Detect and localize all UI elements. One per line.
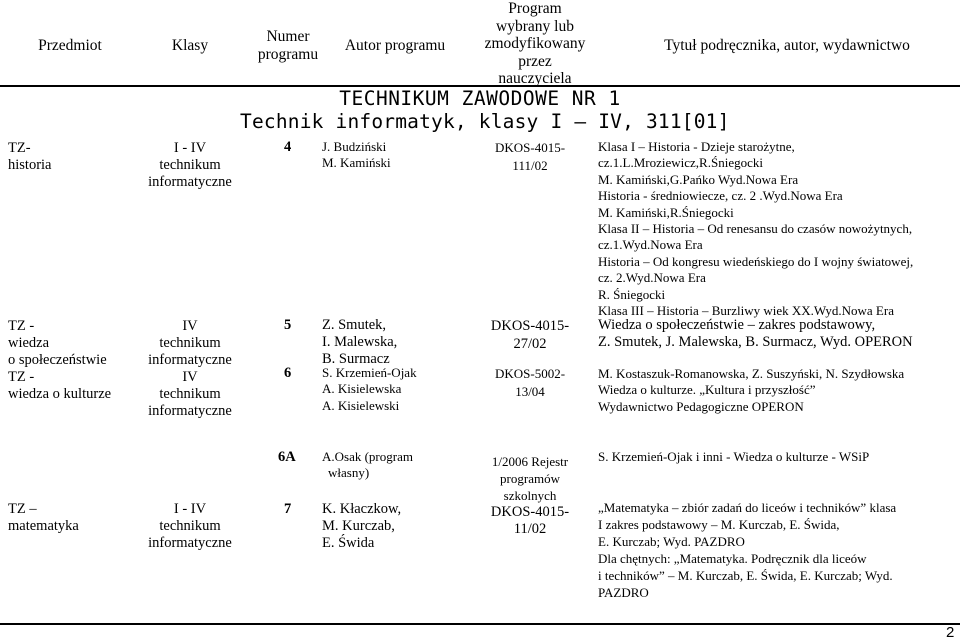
- authors-historia: [322, 139, 467, 172]
- book-line: Wiedza o kulturze. „Kultura i przyszłość”: [598, 382, 816, 398]
- book-line: M. Kamiński,R.Śniegocki: [598, 204, 734, 220]
- table-bottom-rule: [0, 623, 960, 625]
- book-line: Z. Smutek, J. Malewska, B. Surmacz, Wyd. OPERON: [598, 334, 913, 350]
- header-tytul-podrecznika: Tytuł podręcznika, autor, wydawnictwo: [664, 37, 910, 54]
- book-line: Wiedza o społeczeństwie – zakres podstawowy,: [598, 317, 876, 333]
- author-line: M. Kurczab,: [322, 518, 395, 534]
- classes-line: technikum: [159, 386, 221, 402]
- subject-line: historia: [8, 157, 52, 173]
- classes-historia: [130, 140, 250, 191]
- book-line: PAZDRO: [598, 585, 649, 600]
- author-line: A. Kisielewski: [322, 397, 400, 413]
- header-numer-programu: [248, 28, 328, 64]
- program-number-4: 4: [284, 139, 292, 155]
- subject-line: wiedza: [8, 335, 50, 351]
- program-code-line: 11/02: [513, 521, 547, 537]
- classes-line: informatyczne: [148, 352, 232, 368]
- page-number: 2: [946, 624, 955, 641]
- header-program-line2: wybrany lub: [496, 17, 574, 35]
- subject-line: TZ-: [8, 140, 31, 156]
- classes-line: informatyczne: [148, 535, 232, 551]
- classes-line: technikum: [159, 518, 221, 534]
- book-line: Klasa III – Historia – Burzliwy wiek XX.Wyd.Nowa Era: [598, 303, 894, 319]
- author-line: własny): [328, 465, 370, 481]
- book-line: M. Kostaszuk-Romanowska, Z. Suszyński, N. Szydłowska: [598, 366, 905, 381]
- author-line: B. Surmacz: [322, 351, 390, 367]
- book-line: Historia - średniowiecze, cz. 2 .Wyd.Nowa Era: [598, 188, 843, 204]
- authors-wok: [322, 365, 467, 414]
- author-line: M. Kamiński: [322, 155, 391, 171]
- program-code-line: DKOS-4015-: [494, 140, 566, 155]
- author-line: J. Budziński: [322, 139, 387, 154]
- subject-line: matematyka: [8, 518, 79, 534]
- subject-line: TZ -: [8, 369, 35, 385]
- program-code-line: szkolnych: [503, 488, 557, 503]
- program-code-line: DKOS-5002-: [494, 366, 566, 381]
- classes-line: technikum: [159, 335, 221, 351]
- books-matematyka: [598, 499, 958, 601]
- classes-line: technikum: [159, 157, 221, 173]
- author-line: Z. Smutek,: [322, 317, 387, 333]
- subject-historia: [8, 140, 128, 174]
- books-wos: [598, 317, 958, 351]
- book-line: I zakres podstawowy – M. Kurczab, E. Świda,: [598, 517, 840, 532]
- program-code-wos: [465, 317, 595, 353]
- book-line: cz.1.Wyd.Nowa Era: [598, 237, 703, 253]
- books-wok-wsip: S. Krzemień-Ojak i inni - Wiedza o kulturze - WSiP: [598, 449, 870, 464]
- header-klasy: Klasy: [171, 37, 209, 54]
- classes-line: informatyczne: [148, 174, 232, 190]
- subject-wos-wok: [8, 318, 138, 403]
- header-program-line1: Program: [508, 0, 562, 17]
- classes-line: IV: [182, 318, 198, 334]
- classes-matematyka: [130, 501, 250, 552]
- book-line: R. Śniegocki: [598, 286, 666, 302]
- program-code-line: programów: [500, 471, 560, 486]
- author-line: E. Świda: [322, 535, 375, 551]
- book-line: Dla chętnych: „Matematyka. Podręcznik dla liceów: [598, 551, 867, 566]
- author-line: I. Malewska,: [322, 334, 398, 350]
- book-line: „Matematyka – zbiór zadań do liceów i techników” klasa: [598, 500, 897, 515]
- header-autor-programu: Autor programu: [344, 37, 446, 54]
- books-historia: [598, 139, 958, 319]
- book-line: E. Kurczab; Wyd. PAZDRO: [598, 534, 745, 549]
- program-code-historia: [465, 139, 595, 175]
- authors-osak: [322, 449, 467, 482]
- classes-line: IV: [182, 369, 198, 385]
- book-line: cz. 2.Wyd.Nowa Era: [598, 270, 706, 286]
- book-line: M. Kamiński,G.Pańko Wyd.Nowa Era: [598, 171, 799, 187]
- authors-matematyka: [322, 501, 467, 552]
- author-line: K. Kłaczkow,: [322, 501, 402, 517]
- subject-line: wiedza o kulturze: [8, 386, 112, 402]
- program-number-6a: 6A: [278, 449, 296, 465]
- classes-line: informatyczne: [148, 403, 232, 419]
- school-name-banner: TECHNIKUM ZAWODOWE NR 1: [339, 87, 621, 110]
- authors-wos: [322, 317, 467, 368]
- classes-wos-wok: [130, 318, 250, 420]
- book-line: Wydawnictwo Pedagogiczne OPERON: [598, 398, 804, 414]
- book-line: Klasa II – Historia – Od renesansu do czasów nowożytnych,: [598, 221, 913, 237]
- program-code-line: DKOS-4015-: [490, 504, 570, 520]
- book-line: cz.1.L.Mroziewicz,R.Śniegocki: [598, 155, 763, 171]
- author-line: A. Kisielewska: [322, 381, 402, 397]
- program-number-7: 7: [284, 501, 292, 517]
- subject-line: o społeczeństwie: [8, 352, 107, 368]
- header-program-wybrany: [470, 0, 600, 88]
- book-line: i techników” – M. Kurczab, E. Świda, E. Kurczab; Wyd.: [598, 568, 893, 583]
- program-number-5: 5: [284, 317, 292, 333]
- book-line: Klasa I – Historia - Dzieje starożytne,: [598, 139, 795, 154]
- program-number-6: 6: [284, 365, 292, 381]
- header-przedmiot: Przedmiot: [38, 37, 102, 54]
- subject-line: TZ –: [8, 501, 37, 517]
- books-wok: [598, 366, 958, 415]
- program-code-line: 111/02: [512, 158, 548, 173]
- program-code-line: 13/04: [515, 384, 545, 399]
- header-program-line4: przez: [518, 52, 552, 70]
- classes-line: I - IV: [173, 501, 207, 517]
- header-program-line3: zmodyfikowany: [484, 35, 586, 52]
- program-code-line: 1/2006 Rejestr: [491, 454, 569, 469]
- author-line: S. Krzemień-Ojak: [322, 365, 417, 380]
- classes-line: I - IV: [173, 140, 207, 156]
- header-numer-line2: programu: [257, 46, 319, 63]
- book-line: Historia – Od kongresu wiedeńskiego do I wojny światowej,: [598, 253, 914, 269]
- program-code-line: 27/02: [513, 336, 547, 352]
- header-program-line5: nauczyciela: [498, 70, 572, 87]
- program-code-wok: [465, 365, 595, 401]
- subject-line: TZ -: [8, 318, 35, 334]
- subject-matematyka: [8, 501, 128, 535]
- program-code-line: DKOS-4015-: [490, 318, 570, 334]
- program-banner: Technik informatyk, klasy I – IV, 311[01]: [240, 110, 730, 133]
- author-line: A.Osak (program: [322, 449, 413, 464]
- program-code-matematyka: [465, 453, 595, 538]
- header-numer-line1: Numer: [266, 28, 310, 45]
